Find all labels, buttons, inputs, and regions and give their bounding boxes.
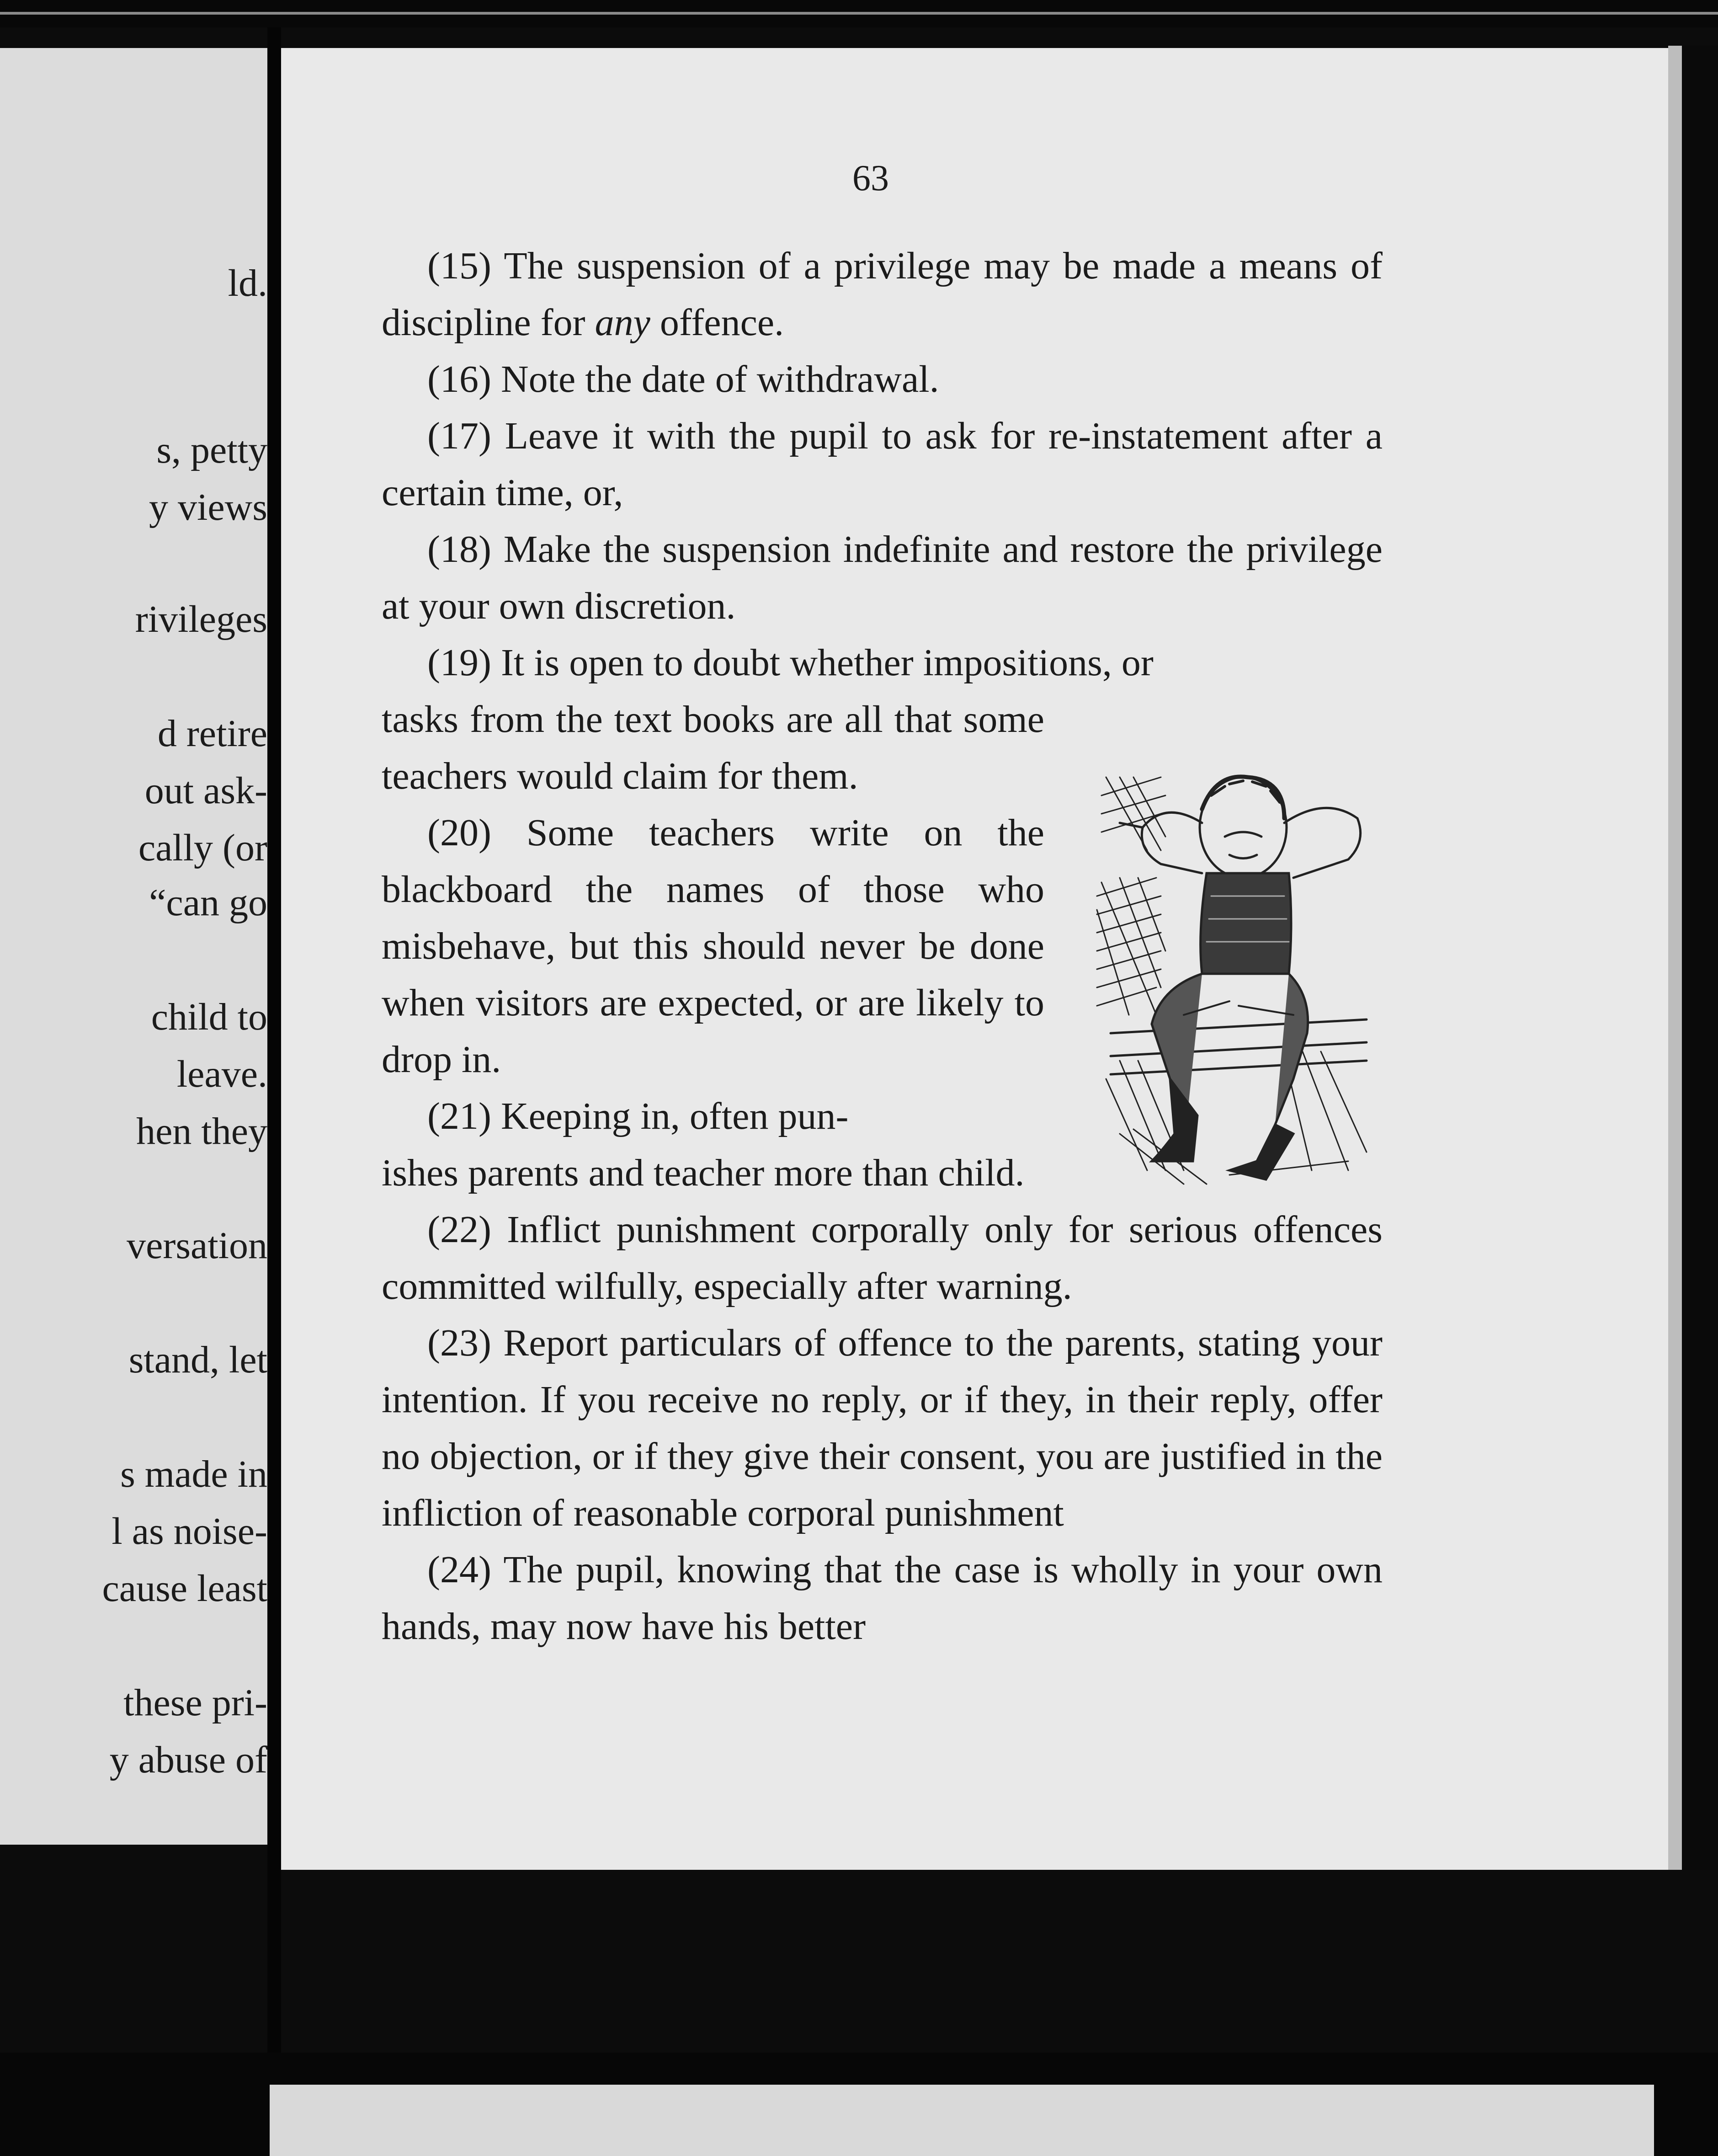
left-fragment: versation (127, 1224, 267, 1267)
paragraph-17: (17) Leave it with the pupil to ask for re-instatement after a certain time, or, (382, 415, 1383, 514)
left-fragment: cally (or (138, 827, 267, 869)
left-fragment: leave. (176, 1053, 267, 1095)
left-page (0, 48, 267, 1845)
scan-top-border (0, 0, 1718, 27)
paragraph-18: (18) Make the suspension indefinite and restore the privilege at your own discretion. (382, 528, 1383, 627)
paragraph-19-rest: tasks from the text books are all that some teachers would claim for them. (382, 698, 1044, 797)
left-fragment: cause least (102, 1567, 267, 1610)
paragraph-23: (23) Report particulars of offence to the parents, stating your intention. If you receive no reply, or if they, in their reply, offer no objection, or if they give their consent, you are justified in the infliction of reasonable corporal punishment (382, 1322, 1383, 1534)
paragraph-19-first-line: (19) It is open to doubt whether impositions, or (427, 641, 1154, 684)
paragraph-15: (15) The suspension of a privilege may be made a means of discipline for any offence. (382, 245, 1383, 344)
paragraph-22: (22) Inflict punishment corporally only for serious offences committed wilfully, especially after warning. (382, 1208, 1383, 1307)
left-fragment: “can go (149, 881, 267, 924)
left-fragment: y abuse of (109, 1739, 267, 1781)
left-fragment: these pri- (123, 1681, 267, 1724)
scan-right-border (1682, 46, 1718, 1870)
left-fragment: y views (149, 486, 267, 528)
left-fragment: ld. (228, 262, 267, 304)
left-fragment: stand, let (128, 1339, 267, 1381)
left-fragment: hen they (136, 1110, 267, 1153)
paragraph-24: (24) The pupil, knowing that the case is wholly in your own hands, may now have his better (382, 1548, 1383, 1648)
left-fragment: s, petty (156, 429, 267, 471)
next-page-edge (270, 2085, 1654, 2156)
left-fragment: l as noise- (112, 1510, 267, 1553)
left-fragment: s made in (120, 1453, 267, 1495)
left-fragment: d retire (157, 712, 267, 755)
paragraph-21-rest: ishes parents and teacher more than child. (382, 1152, 1025, 1194)
book-gutter (267, 27, 281, 2053)
paragraph-16: (16) Note the date of withdrawal. (427, 358, 939, 400)
paragraph-20: (20) Some teachers write on the blackboard the names of those who misbehave, but this should never be done when visitors are expected, or are likely to drop in. (382, 811, 1044, 1081)
paragraph-21-first-line: (21) Keeping in, often pun- (427, 1095, 849, 1137)
page-edge (1668, 46, 1682, 1870)
boy-on-bench-illustration (1092, 759, 1376, 1193)
emphasis: any (595, 301, 650, 344)
hatching (1097, 777, 1165, 1015)
left-fragment: child to (151, 996, 267, 1038)
page-number: 63 (852, 158, 889, 198)
left-fragment: out ask- (144, 769, 267, 812)
left-fragment: rivileges (135, 598, 267, 640)
